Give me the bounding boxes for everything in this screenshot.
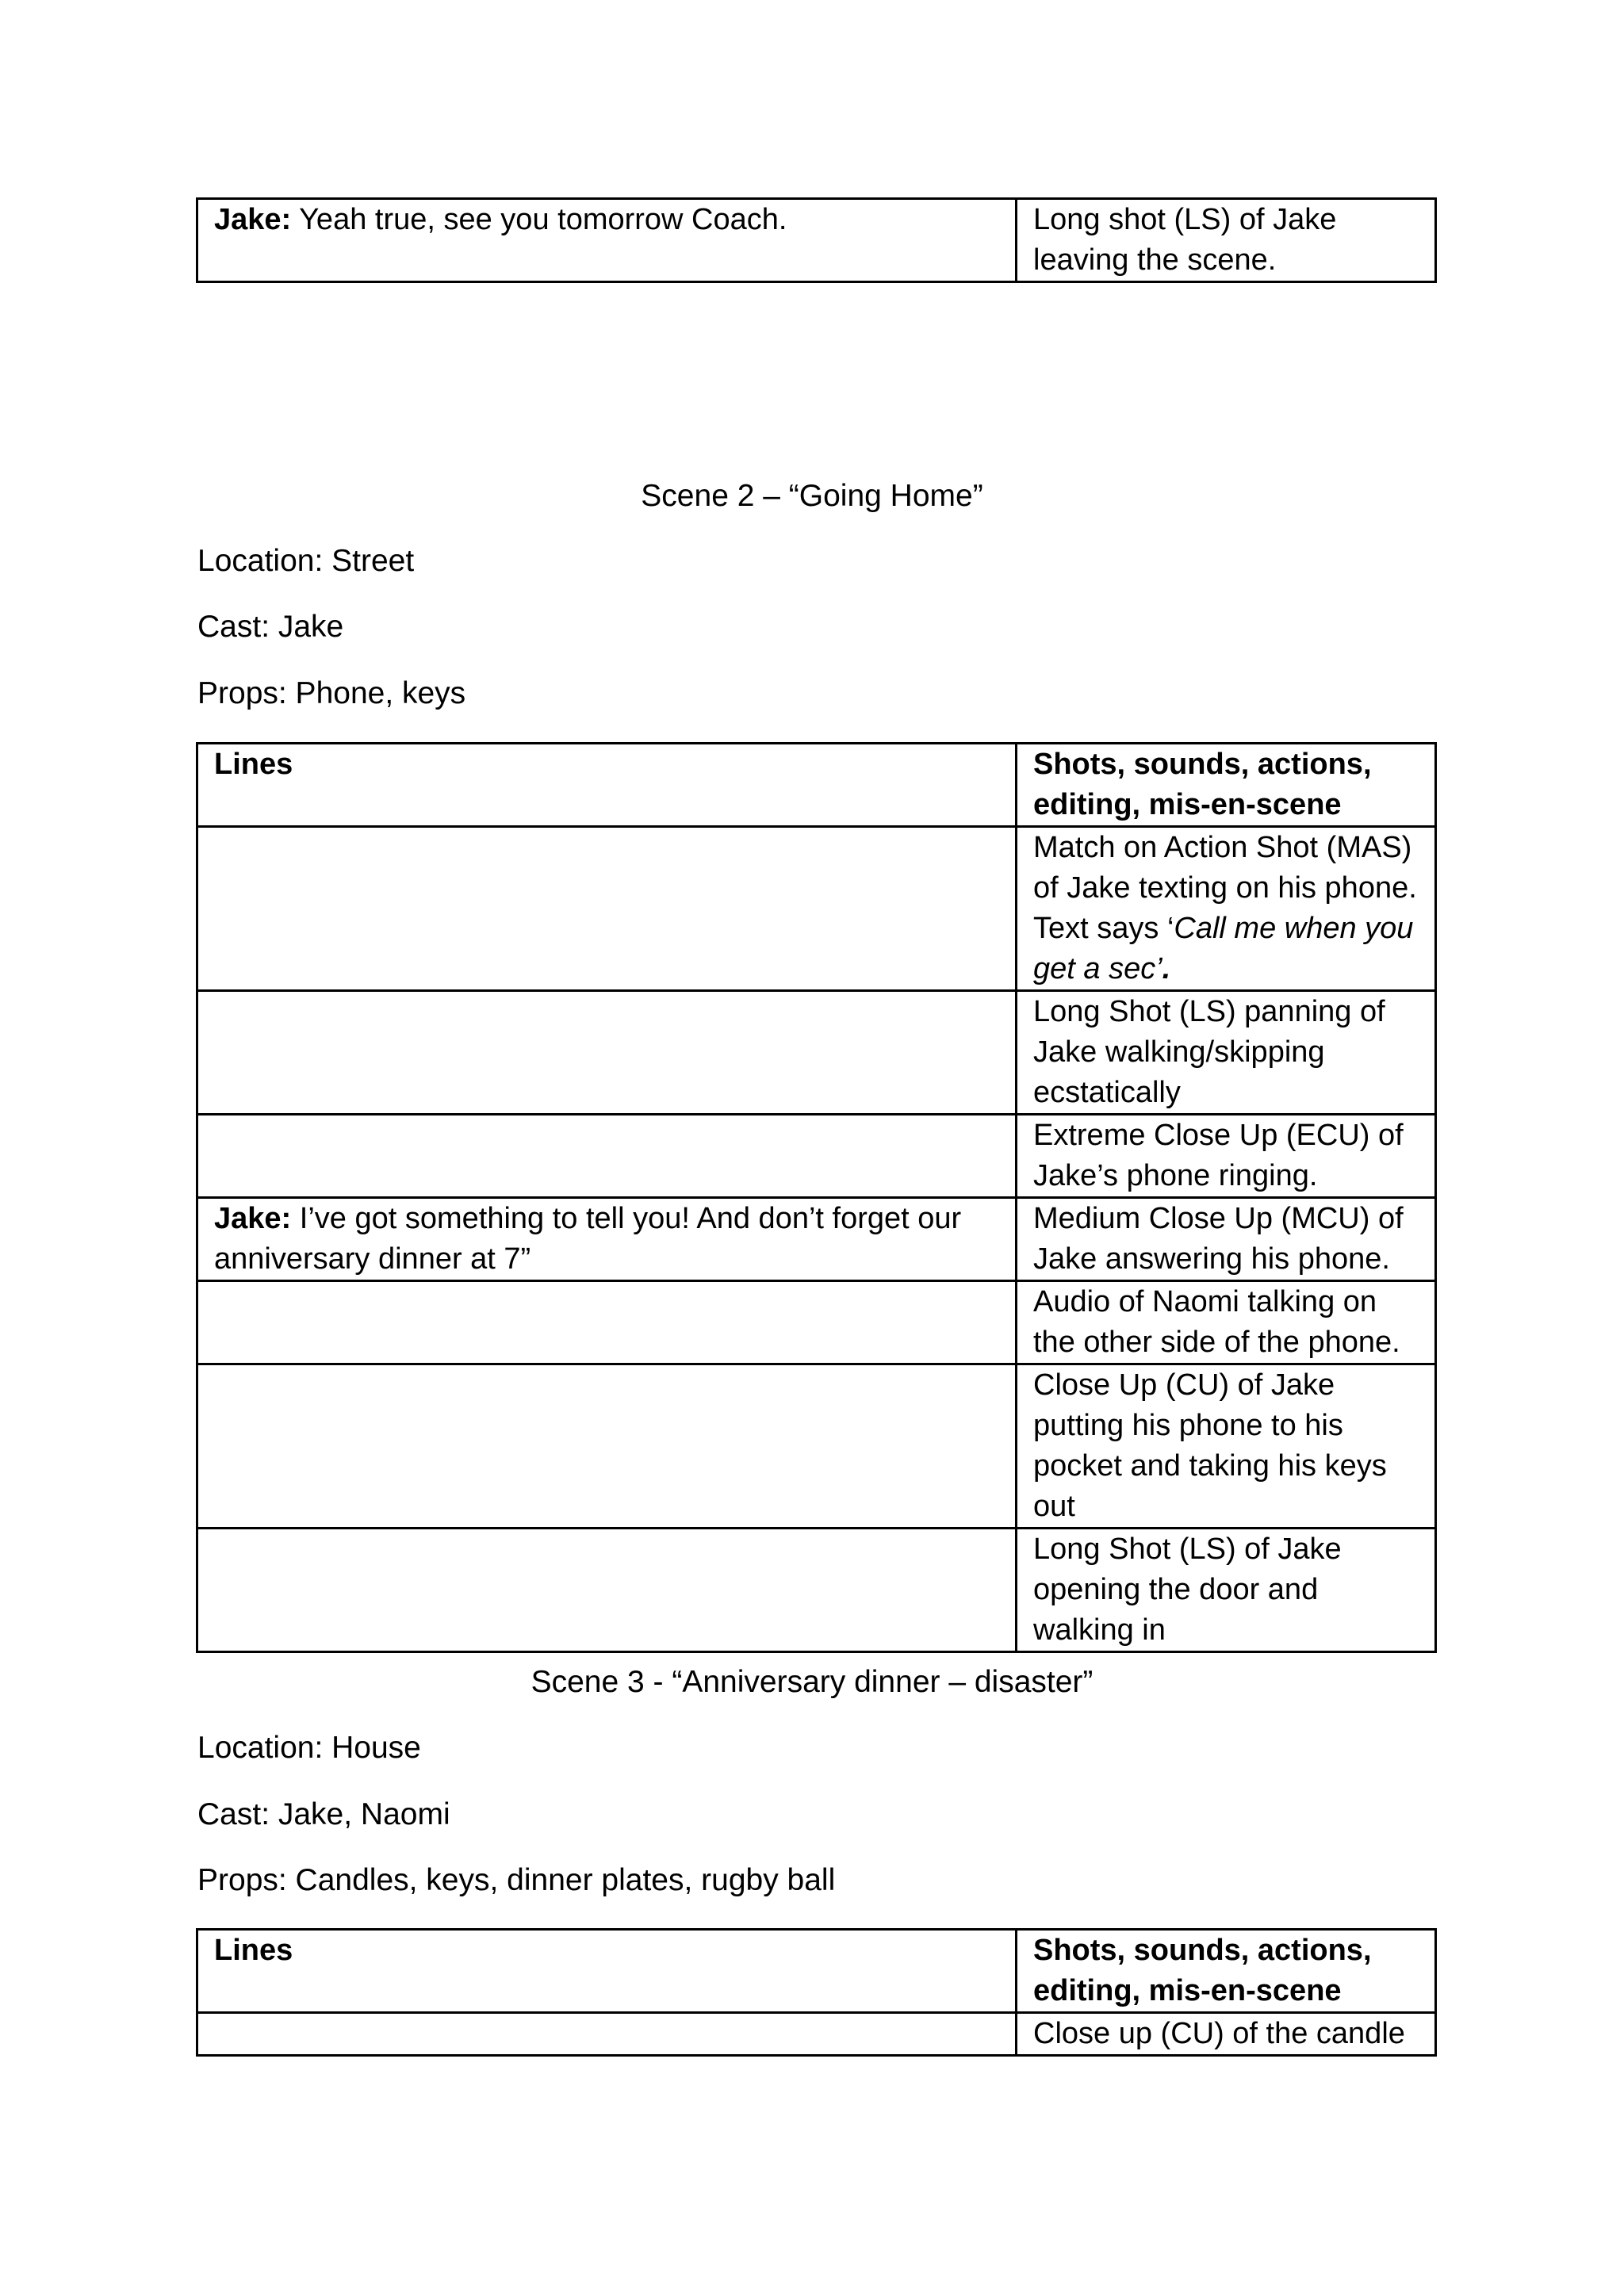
lines-cell [197, 1529, 1017, 1652]
scene3-title: Scene 3 - “Anniversary dinner – disaster” [530, 1665, 1094, 1699]
dialogue-line: I’ve got something to tell you! And don’t forget our anniversary dinner at 7” [214, 1202, 962, 1276]
table-header-row [197, 1930, 1436, 2013]
scene3-cast: Cast: Jake, Naomi [197, 1797, 450, 1831]
table-header-row [197, 744, 1436, 827]
shot-cell: Close up (CU) of the candle [1017, 2013, 1436, 2056]
lines-header: Lines [197, 1930, 1017, 2013]
table-row [197, 1364, 1436, 1529]
scene2-cast: Cast: Jake [197, 610, 344, 644]
lines-header: Lines [197, 744, 1017, 827]
speaker-name: Jake: [214, 203, 292, 236]
lines-cell [197, 199, 1017, 282]
table-row [197, 1115, 1436, 1198]
scene2-table [196, 742, 1437, 1653]
shot-cell: Long Shot (LS) of Jake opening the door and walking in [1017, 1529, 1436, 1652]
lines-cell [197, 1281, 1017, 1364]
table-row [197, 991, 1436, 1115]
table-row [197, 827, 1436, 991]
shots-header: Shots, sounds, actions, editing, mis-en-scene [1017, 744, 1436, 827]
lines-cell [197, 2013, 1017, 2056]
scene2-props: Props: Phone, keys [197, 676, 466, 710]
shot-text-italic: Call me when you get a sec’ [1033, 912, 1414, 985]
lines-cell [197, 827, 1017, 991]
shot-cell: Audio of Naomi talking on the other side of the phone. [1017, 1281, 1436, 1364]
shot-cell: Extreme Close Up (ECU) of Jake’s phone ringing. [1017, 1115, 1436, 1198]
scene1-continuation-table [196, 197, 1437, 283]
table-row [197, 1281, 1436, 1364]
scene3-table [196, 1928, 1437, 2057]
lines-cell [197, 1198, 1017, 1281]
shots-header: Shots, sounds, actions, editing, mis-en-scene [1017, 1930, 1436, 2013]
table-row [197, 199, 1436, 282]
shot-cell: Long shot (LS) of Jake leaving the scene. [1017, 199, 1436, 282]
lines-cell [197, 1115, 1017, 1198]
table-row [197, 2013, 1436, 2056]
shot-cell: Medium Close Up (MCU) of Jake answering his phone. [1017, 1198, 1436, 1281]
scene2-location: Location: Street [197, 544, 415, 578]
table-row [197, 1529, 1436, 1652]
shot-text-end: . [1162, 952, 1171, 985]
lines-cell [197, 991, 1017, 1115]
scene3-props: Props: Candles, keys, dinner plates, rugby ball [197, 1863, 836, 1897]
shot-cell: Close Up (CU) of Jake putting his phone to his pocket and taking his keys out [1017, 1364, 1436, 1529]
scene3-location: Location: House [197, 1731, 421, 1765]
shot-cell [1017, 827, 1436, 991]
shot-cell: Long Shot (LS) panning of Jake walking/skipping ecstatically [1017, 991, 1436, 1115]
dialogue-line: Yeah true, see you tomorrow Coach. [291, 203, 787, 236]
lines-cell [197, 1364, 1017, 1529]
scene2-title: Scene 2 – “Going Home” [641, 479, 983, 513]
shot-text: Match on Action Shot (MAS) of Jake texting on his phone. Text says ‘ [1033, 831, 1417, 945]
table-row [197, 1198, 1436, 1281]
speaker-name: Jake: [214, 1202, 292, 1235]
